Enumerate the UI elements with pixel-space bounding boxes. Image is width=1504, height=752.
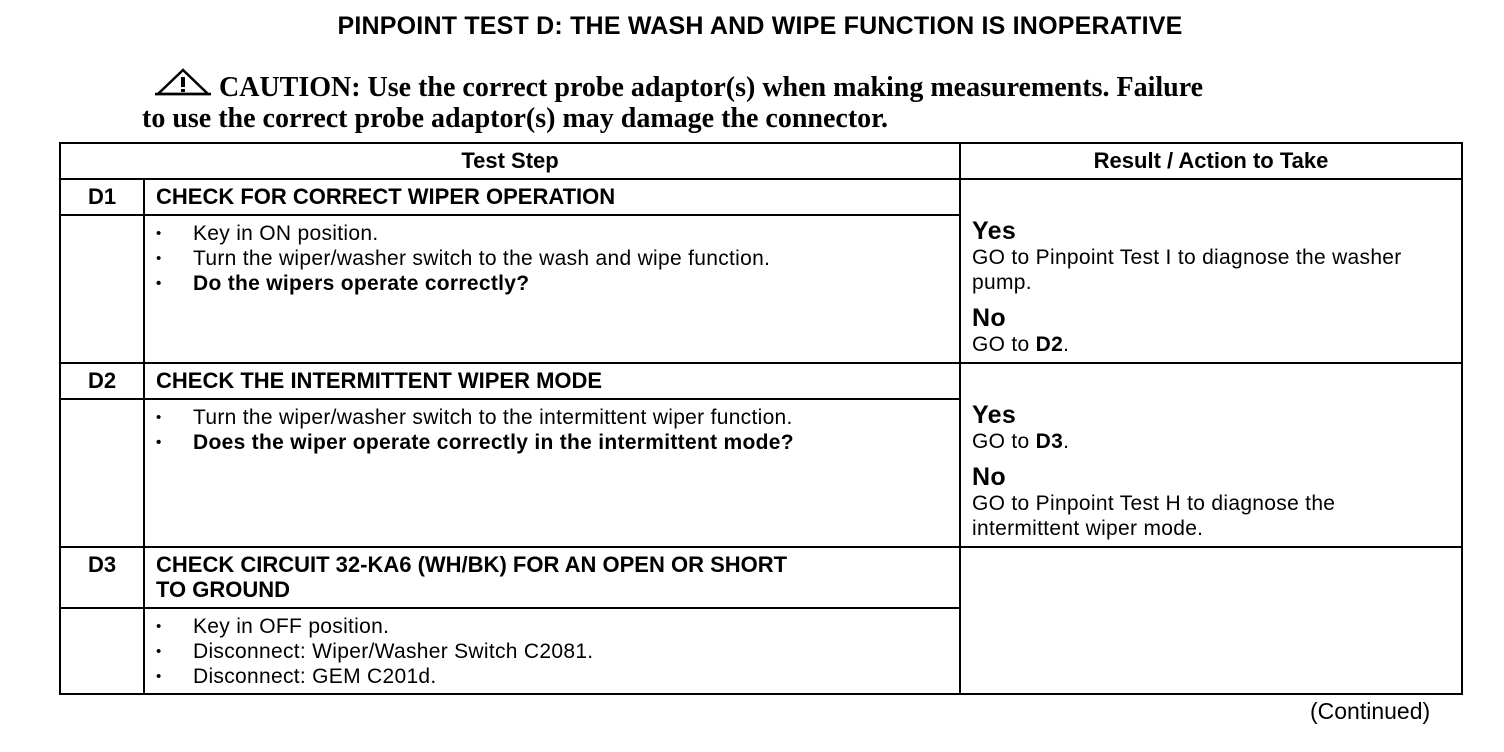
caution-line-2: to use the correct probe adaptor(s) may damage the connector. xyxy=(142,103,889,134)
step-d2-result xyxy=(960,363,1462,547)
step-header: CHECK FOR CORRECT WIPER OPERATION xyxy=(144,179,960,215)
step-d1-result xyxy=(960,179,1462,363)
step-id: D3 xyxy=(60,547,144,608)
no-action: GO to D2. xyxy=(972,333,1070,356)
table-header-row xyxy=(60,143,1462,179)
step-reference: D3 xyxy=(1035,430,1064,453)
step-d2-instructions xyxy=(144,399,960,547)
yes-action: GO to D3. xyxy=(972,430,1070,453)
yes-label: Yes xyxy=(972,217,1017,245)
pinpoint-test-table xyxy=(59,142,1463,695)
step-d3-result xyxy=(960,547,1462,694)
list-item: • Key in OFF position. xyxy=(145,614,959,639)
no-action: GO to Pinpoint Test H to diagnose the intermittent wiper mode. xyxy=(972,492,1336,540)
list-item: • Disconnect: Wiper/Washer Switch C2081. xyxy=(145,639,959,664)
list-item: • Turn the wiper/washer switch to the intermittent wiper function. xyxy=(145,405,959,430)
yes-action: GO to Pinpoint Test I to diagnose the washer pump. xyxy=(972,246,1402,294)
page-title: PINPOINT TEST D: THE WASH AND WIPE FUNCTION IS INOPERATIVE xyxy=(337,12,1183,40)
step-d3-instructions xyxy=(144,608,960,694)
list-item: • Do the wipers operate correctly? xyxy=(145,271,959,296)
continued-note: (Continued) xyxy=(1310,698,1431,724)
caution-line-1: CAUTION: Use the correct probe adaptor(s) when making measurements. Failure xyxy=(219,72,1204,103)
step-header: CHECK THE INTERMITTENT WIPER MODE xyxy=(144,363,960,399)
step-reference: D2 xyxy=(1035,333,1064,356)
step-id: D2 xyxy=(60,363,144,399)
step-header: CHECK CIRCUIT 32-KA6 (WH/BK) FOR AN OPEN OR SHORT TO GROUND xyxy=(144,547,960,608)
yes-label: Yes xyxy=(972,401,1017,429)
no-label: No xyxy=(972,463,1006,491)
list-item: • Disconnect: GEM C201d. xyxy=(145,664,959,689)
list-item: • Turn the wiper/washer switch to the wash and wipe function. xyxy=(145,246,959,271)
no-label: No xyxy=(972,304,1006,332)
step-d2-header-row xyxy=(60,363,1462,399)
step-d1-instructions xyxy=(144,215,960,363)
step-d3-header-row xyxy=(60,547,1462,608)
result-column-header: Result / Action to Take xyxy=(960,143,1462,179)
step-id: D1 xyxy=(60,179,144,215)
list-item: • Does the wiper operate correctly in the intermittent mode? xyxy=(145,430,959,455)
caution-note xyxy=(142,68,1382,134)
step-d1-header-row xyxy=(60,179,1462,215)
warning-triangle-icon xyxy=(155,68,211,98)
test-step-column-header: Test Step xyxy=(60,143,960,179)
list-item: • Key in ON position. xyxy=(145,221,959,246)
